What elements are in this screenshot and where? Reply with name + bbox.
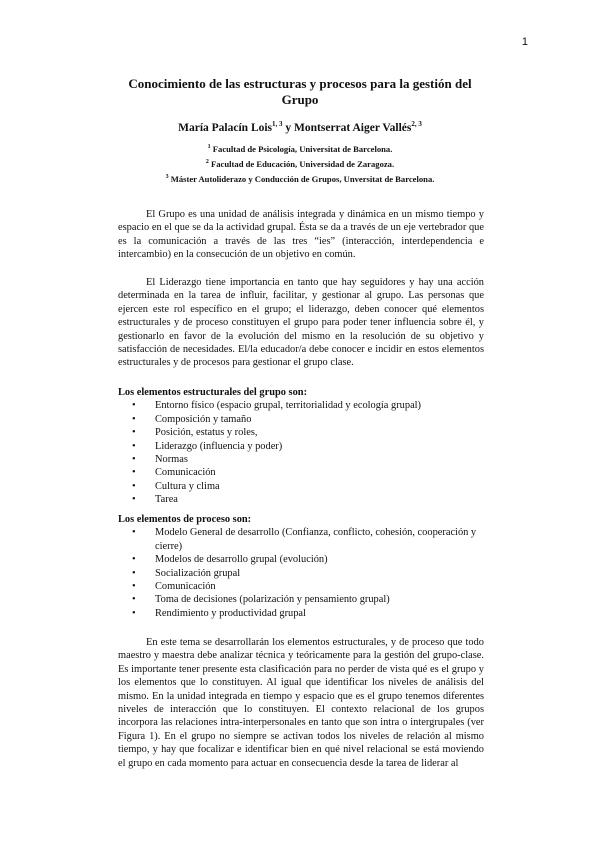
paragraph-development bbox=[118, 636, 484, 770]
list-item: • Normas bbox=[155, 453, 484, 466]
list-item: • Tarea bbox=[155, 493, 484, 506]
paragraph-intro bbox=[118, 208, 484, 262]
paragraph: En este tema se desarrollarán los elementos estructurales, y de proceso que todo maestro y maestra debe analizar técnica y teóricamente para la gestión del grupo-clase. Es importante tener presente esta clasificación para no perder de vista qué es el grupo y los elementos que lo constituyen. Al igual que identificar los niveles de análisis del mismo. En la unidad integrada en tiempo y espacio que es el grupo tenemos diferentes niveles de interacción que lo constituyen. El contexto relacional de los grupos incorpora las relaciones intra-interpersonales en tanto que son intra o intergrupales (ver Figura 1). En el grupo no siempre se activan todos los niveles de relación al mismo tiempo, y hay que focalizar e identificar bien en qué nivel relacional se está moviendo el grupo en cada momento para actuar en consecuencia desde la tarea de liderar al bbox=[118, 637, 484, 769]
process-elements-list bbox=[118, 513, 484, 620]
list-item: • Socialización grupal bbox=[155, 567, 484, 580]
list-item: • Modelo General de desarrollo (Confianza, conflicto, cohesión, cooperación y cierre) bbox=[155, 526, 484, 553]
list-item: • Cultura y clima bbox=[155, 480, 484, 493]
paragraph: El Liderazgo tiene importancia en tanto que hay seguidores y hay una acción determinada en la tarea de influir, facilitar, y gestionar al grupo. Las personas que ejercen este rol específico en el grupo; el liderazgo, deben conocer qué elementos estructurales y de proceso constituyen el grupo para poder tener influencia sobre él, y gestionarlo en favor de la evolución del mismo en la resolución de su objetivo y satisfacción de necesidades. El/la educador/a debe conocer e incidir en estos elementos estructurales y de procesos para gestionar el grupo clase. bbox=[118, 277, 484, 369]
structural-elements-list bbox=[118, 386, 484, 507]
affiliation bbox=[100, 141, 500, 156]
affil-num: 3 bbox=[165, 173, 169, 180]
author-name: Montserrat Aiger Vallés bbox=[294, 121, 412, 134]
list-heading: Los elementos estructurales del grupo son: bbox=[118, 387, 308, 398]
document-title: Conocimiento de las estructuras y procesos para la gestión del Grupo bbox=[128, 76, 472, 107]
affiliation bbox=[100, 171, 500, 186]
list-item: • Modelos de desarrollo grupal (evolución) bbox=[155, 553, 484, 566]
author-affil-ref: 1, 3 bbox=[272, 120, 283, 128]
page-number: 1 bbox=[521, 36, 528, 48]
affiliation bbox=[100, 156, 500, 171]
list-item: • Rendimiento y productividad grupal bbox=[155, 607, 484, 620]
authors-line bbox=[100, 120, 500, 134]
list-item: • Toma de decisiones (polarización y pensamiento grupal) bbox=[155, 593, 484, 606]
list-item: • Entorno físico (espacio grupal, territorialidad y ecología grupal) bbox=[155, 399, 484, 412]
list-item: • Comunicación bbox=[155, 580, 484, 593]
affil-text: Máster Autoliderazo y Conducción de Grupos, Unversitat de Barcelona. bbox=[170, 173, 435, 184]
paragraph-leadership bbox=[118, 276, 484, 370]
affil-text: Facultad de Psicología, Universitat de Barcelona. bbox=[212, 143, 393, 154]
paragraph: El Grupo es una unidad de análisis integrada y dinámica en un mismo tiempo y espacio en el que se da la actividad grupal. Ésta se da a través de un eje vertebrador que es la comunicación a través de las tres “ies” (interacción, interdependencia e intercambio) en la consecución de un objetivo en común. bbox=[118, 209, 484, 261]
affil-num: 1 bbox=[207, 144, 211, 150]
list-item: • Composición y tamaño bbox=[155, 413, 484, 426]
affil-text: Facultad de Educación, Universidad de Zaragoza. bbox=[211, 158, 395, 169]
list-item: • Posición, estatus y roles, bbox=[155, 426, 484, 439]
author-connector: y bbox=[282, 121, 295, 134]
author-affil-ref: 2, 3 bbox=[411, 120, 422, 128]
list-item: • Comunicación bbox=[155, 466, 484, 479]
list-heading: Los elementos de proceso son: bbox=[118, 514, 252, 525]
list-item: • Liderazgo (influencia y poder) bbox=[155, 440, 484, 453]
affil-num: 2 bbox=[205, 158, 209, 165]
author-name: María Palacín Lois bbox=[178, 121, 273, 134]
affiliations bbox=[100, 141, 500, 186]
